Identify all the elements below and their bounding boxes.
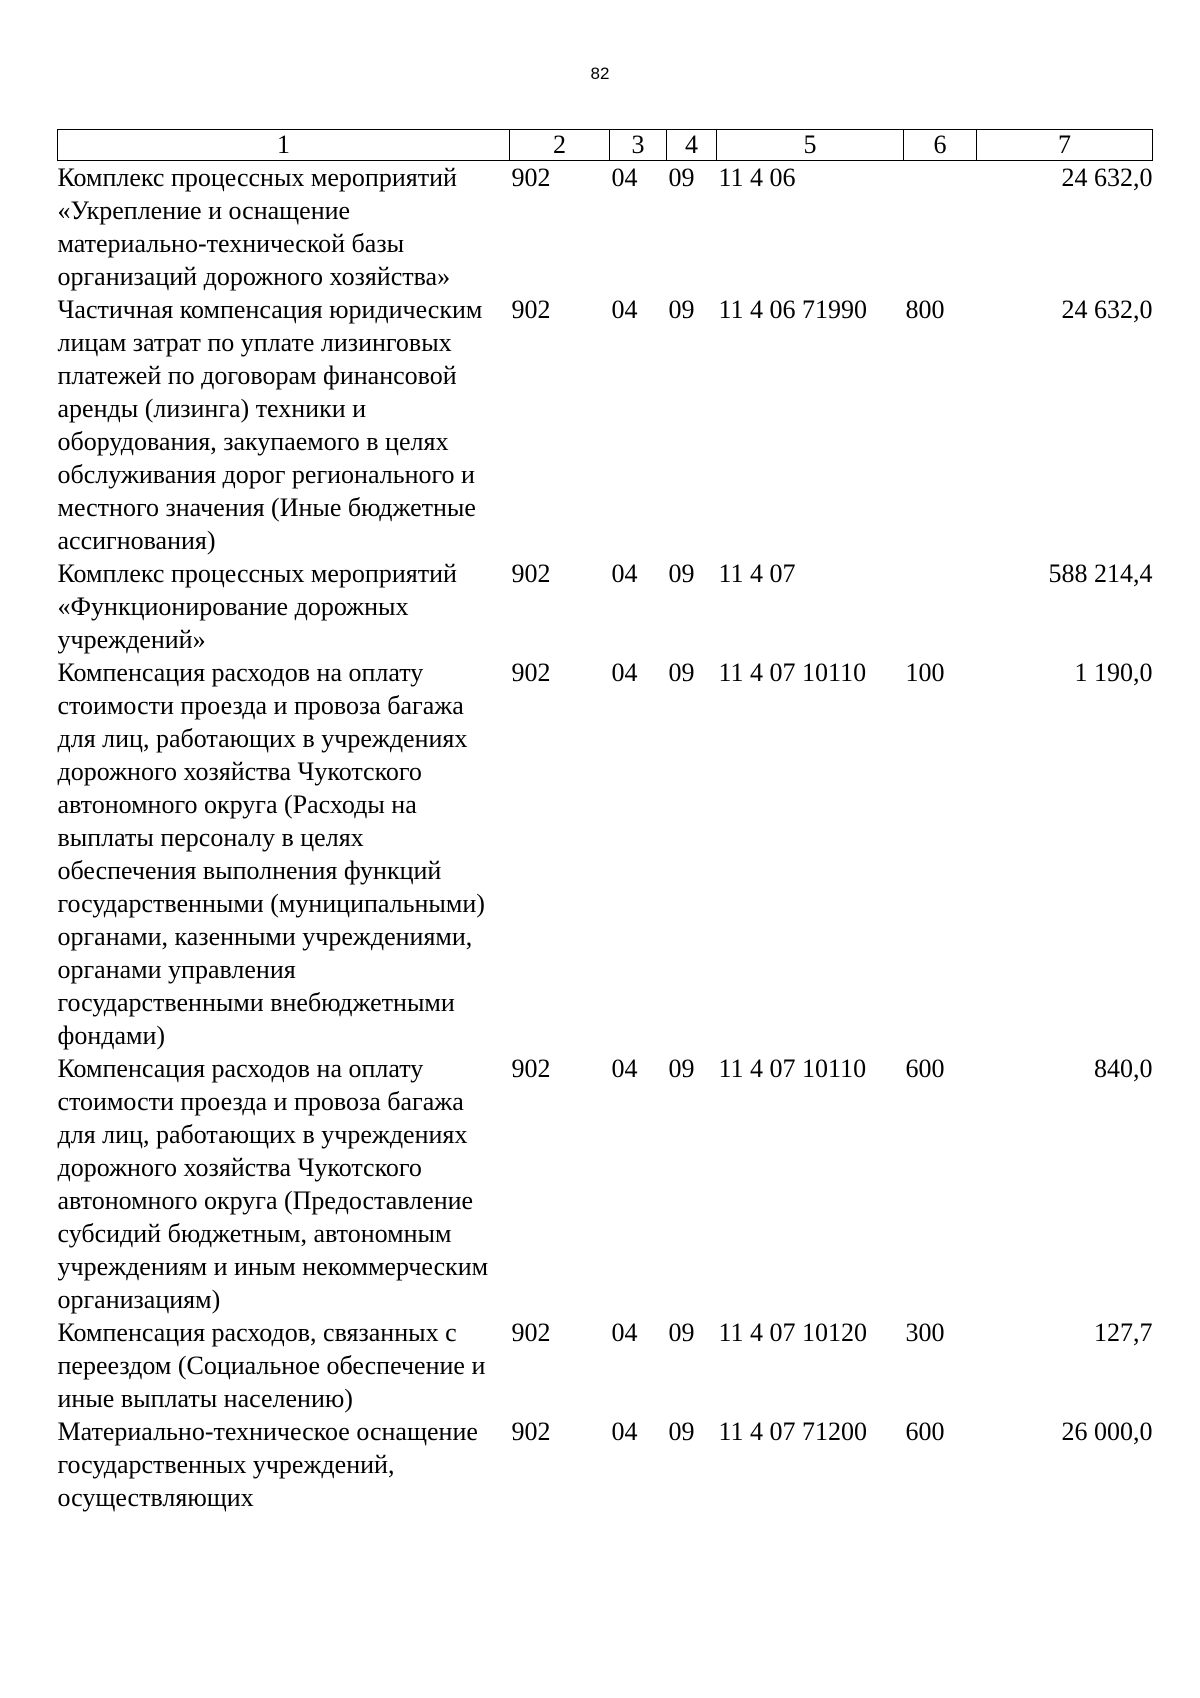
row-code: 902 — [511, 295, 551, 324]
row-section: 04 — [611, 1318, 638, 1347]
row-code: 902 — [511, 1054, 551, 1083]
table-row — [58, 656, 1153, 1052]
row-target: 11 4 07 10110 — [718, 1054, 867, 1083]
header-row — [58, 130, 1153, 161]
row-target: 11 4 07 — [718, 559, 796, 588]
row-name: Частичная компенсация юридическим лицам затрат по уплате лизинговых платежей по договорам финансовой аренды (лизинга) техники и оборудования, закупаемого в целях обслуживания дорог регионального и местного значения (Иные бюджетные ассигнования) — [57, 295, 483, 555]
row-section: 04 — [611, 658, 638, 687]
row-target: 11 4 07 10120 — [718, 1318, 868, 1347]
row-type: 600 — [905, 1054, 945, 1083]
row-target: 11 4 06 — [718, 163, 796, 192]
row-target: 11 4 07 71200 — [718, 1417, 868, 1446]
row-subsection: 09 — [668, 559, 695, 588]
row-amount: 24 632,0 — [1061, 163, 1153, 192]
row-type: 600 — [905, 1417, 945, 1446]
table-header — [58, 130, 1153, 161]
table-body — [58, 161, 1153, 1515]
row-section: 04 — [611, 559, 638, 588]
row-name: Компенсация расходов на оплату стоимости проезда и провоза багажа для лиц, работающих в учреждениях дорожного хозяйства Чукотского автономного округа (Предоставление субсидий бюджетным, автономным учреждениям и иным некоммерческим организациям) — [57, 1054, 489, 1314]
table-row — [58, 1052, 1153, 1316]
row-name: Комплекс процессных мероприятий «Функционирование дорожных учреждений» — [57, 559, 457, 654]
header-col-3: 3 — [610, 130, 667, 161]
row-section: 04 — [611, 1417, 638, 1446]
row-name: Материально-техническое оснащение государственных учреждений, осуществляющих — [57, 1417, 478, 1512]
row-code: 902 — [511, 658, 551, 687]
budget-table — [57, 129, 1153, 1514]
row-amount: 588 214,4 — [1048, 559, 1153, 588]
row-type — [904, 557, 977, 656]
row-target: 11 4 06 71990 — [718, 295, 868, 324]
page-number: 82 — [590, 64, 610, 83]
row-subsection: 09 — [668, 1054, 695, 1083]
table-row — [58, 161, 1153, 294]
row-type — [904, 161, 977, 294]
table-row — [58, 293, 1153, 557]
table-row — [58, 1316, 1153, 1415]
header-col-4: 4 — [667, 130, 717, 161]
header-col-5: 5 — [717, 130, 904, 161]
row-subsection: 09 — [668, 1318, 695, 1347]
row-subsection: 09 — [668, 295, 695, 324]
header-col-2: 2 — [510, 130, 610, 161]
header-col-6: 6 — [904, 130, 977, 161]
row-amount: 840,0 — [1094, 1054, 1153, 1083]
row-code: 902 — [511, 559, 551, 588]
table-row — [58, 1415, 1153, 1514]
row-type: 300 — [905, 1318, 945, 1347]
table-row — [58, 557, 1153, 656]
row-code: 902 — [511, 1417, 551, 1446]
row-type: 800 — [905, 295, 945, 324]
row-amount: 26 000,0 — [1061, 1417, 1153, 1446]
header-col-1: 1 — [58, 130, 510, 161]
row-amount: 1 190,0 — [1074, 658, 1153, 687]
row-code: 902 — [511, 163, 551, 192]
row-name: Компенсация расходов на оплату стоимости проезда и провоза багажа для лиц, работающих в учреждениях дорожного хозяйства Чукотского автономного округа (Расходы на выплаты персоналу в целях обеспечения выполнения функций государственными (муниципальными) органами, казенными учреждениями, органами управления государственными внебюджетными фондами) — [57, 658, 485, 1050]
row-amount: 24 632,0 — [1061, 295, 1153, 324]
row-section: 04 — [611, 163, 638, 192]
row-name: Компенсация расходов, связанных с переездом (Социальное обеспечение и иные выплаты населению) — [57, 1318, 486, 1413]
header-col-7: 7 — [977, 130, 1153, 161]
row-code: 902 — [511, 1318, 551, 1347]
row-subsection: 09 — [668, 658, 695, 687]
row-target: 11 4 07 10110 — [718, 658, 867, 687]
row-section: 04 — [611, 295, 638, 324]
row-subsection: 09 — [668, 1417, 695, 1446]
row-name: Комплекс процессных мероприятий «Укрепление и оснащение материально-технической базы организаций дорожного хозяйства» — [57, 163, 457, 291]
row-subsection: 09 — [668, 163, 695, 192]
row-amount: 127,7 — [1094, 1318, 1153, 1347]
row-section: 04 — [611, 1054, 638, 1083]
row-type: 100 — [905, 658, 945, 687]
